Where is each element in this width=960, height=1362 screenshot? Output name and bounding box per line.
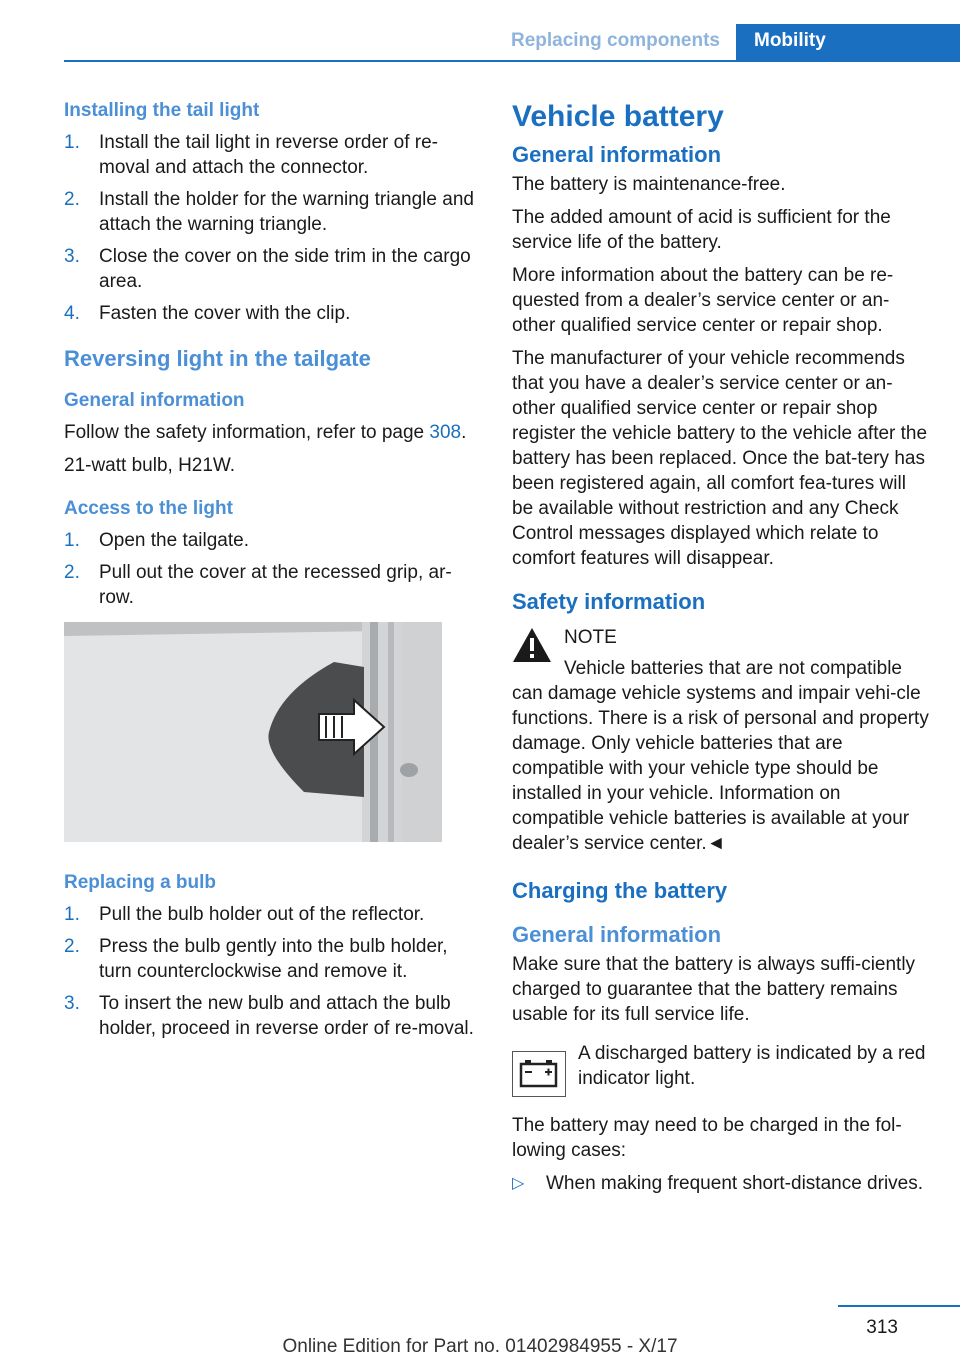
list-item: 2. Install the holder for the warning triangle and attach the warning triangle. bbox=[64, 189, 474, 235]
footer-rule bbox=[838, 1305, 960, 1307]
access-heading: Access to the light bbox=[64, 498, 233, 519]
edition-footer: Online Edition for Part no. 01402984955 - X/17 bbox=[282, 1336, 678, 1357]
paragraph: The battery is maintenance-free. bbox=[512, 174, 786, 195]
indicator-row bbox=[512, 1041, 932, 1099]
list-item: 4. Fasten the cover with the clip. bbox=[64, 303, 351, 324]
warning-icon bbox=[512, 627, 552, 663]
replacing-bulb-steps bbox=[64, 902, 474, 1041]
bulb-spec: 21-watt bulb, H21W. bbox=[64, 455, 236, 476]
paragraph: More information about the battery can be re-quested from a dealer’s service center or an-other qualified service center or repair shop. bbox=[512, 265, 894, 336]
list-item: 1. Open the tailgate. bbox=[64, 530, 249, 551]
replacing-bulb-heading: Replacing a bulb bbox=[64, 872, 217, 893]
access-steps bbox=[64, 528, 474, 610]
list-item: 1. Pull the bulb holder out of the reflector. bbox=[64, 904, 425, 925]
page-number: 313 bbox=[866, 1317, 898, 1338]
general-info-heading: General information bbox=[64, 390, 245, 411]
list-item: 2. Press the bulb gently into the bulb holder, turn counterclockwise and remove it. bbox=[64, 936, 448, 982]
note-label: NOTE bbox=[564, 627, 617, 648]
left-column bbox=[64, 100, 474, 1049]
vehicle-battery-title: Vehicle battery bbox=[512, 100, 724, 133]
battery-general-heading: General information bbox=[512, 142, 722, 167]
chapter-tab: Mobility bbox=[736, 24, 960, 62]
list-item: 1. Install the tail light in reverse order of re-moval and attach the connector. bbox=[64, 132, 438, 178]
paragraph: The battery may need to be charged in the fol-lowing cases: bbox=[512, 1115, 902, 1161]
header-rule bbox=[64, 60, 960, 62]
page-link[interactable]: 308 bbox=[429, 422, 462, 443]
indicator-text: A discharged battery is indicated by a red indicator light. bbox=[578, 1043, 926, 1089]
paragraph: Make sure that the battery is always suffi-ciently charged to guarantee that the battery remains usable for its full service life. bbox=[512, 954, 916, 1025]
reversing-light-heading: Reversing light in the tailgate bbox=[64, 346, 371, 371]
note-text: Vehicle batteries that are not compatible can damage vehicle systems and impair vehi-cle functions. There is a risk of personal and property damage. Only vehicle batteries that are compatible with your vehicle type should be installed in your vehicle. Information on compatible vehicle batteries is available at your dealer’s service center.◄ bbox=[512, 658, 929, 854]
tailgate-cover-figure bbox=[64, 622, 442, 842]
paragraph: The manufacturer of your vehicle recommends that you have a dealer’s service center or an-other qualified service center or repair shop register the vehicle battery to the vehicle after the battery has been replaced. Once the bat-tery has been registered again, all comfort fea-tures will be available without restriction and any Check Control messages displayed which relate to comfort features will disappear. bbox=[512, 348, 928, 569]
list-item: 2. Pull out the cover at the recessed grip, ar-row. bbox=[64, 562, 452, 608]
tail-light-steps bbox=[64, 130, 474, 326]
right-column bbox=[512, 100, 932, 1196]
running-header-section: Replacing components bbox=[510, 30, 720, 51]
list-item: 3. To insert the new bulb and attach the bulb holder, proceed in reverse order of re-moval. bbox=[64, 993, 474, 1039]
list-item: ▷ When making frequent short-distance drives. bbox=[512, 1173, 924, 1194]
paragraph: The added amount of acid is sufficient for the service life of the battery. bbox=[512, 207, 891, 253]
charging-general-heading: General information bbox=[512, 922, 722, 947]
charging-heading: Charging the battery bbox=[512, 878, 728, 903]
tail-light-heading: Installing the tail light bbox=[64, 100, 260, 121]
note-box bbox=[512, 625, 932, 856]
battery-icon bbox=[512, 1051, 566, 1097]
list-item: 3. Close the cover on the side trim in the cargo area. bbox=[64, 246, 471, 292]
charging-cases bbox=[512, 1171, 932, 1196]
safety-reference: Follow the safety information, refer to page 308. bbox=[64, 422, 467, 443]
safety-info-heading: Safety information bbox=[512, 589, 706, 614]
